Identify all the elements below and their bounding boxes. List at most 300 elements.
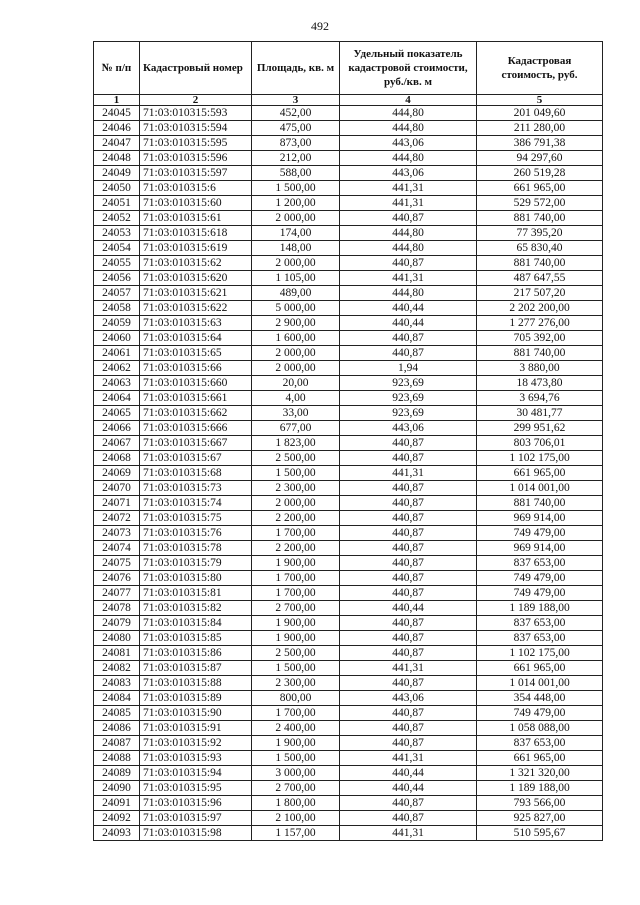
table-row bbox=[94, 751, 603, 766]
cadastral-number-cell: 71:03:010315:76 bbox=[140, 526, 252, 541]
header-rate: Удельный показатель кадастровой стоимости, руб./кв. м bbox=[340, 42, 477, 95]
cost-cell: 749 479,00 bbox=[477, 526, 603, 541]
row-number-cell: 24078 bbox=[94, 601, 140, 616]
rate-cell: 440,44 bbox=[340, 301, 477, 316]
table-row bbox=[94, 676, 603, 691]
cadastral-number-cell: 71:03:010315:94 bbox=[140, 766, 252, 781]
table-row bbox=[94, 376, 603, 391]
cadastral-number-cell: 71:03:010315:63 bbox=[140, 316, 252, 331]
row-number-cell: 24088 bbox=[94, 751, 140, 766]
table-row bbox=[94, 526, 603, 541]
rate-cell: 440,87 bbox=[340, 556, 477, 571]
cadastral-number-cell: 71:03:010315:62 bbox=[140, 256, 252, 271]
rate-cell: 440,44 bbox=[340, 781, 477, 796]
cost-cell: 837 653,00 bbox=[477, 556, 603, 571]
rate-cell: 444,80 bbox=[340, 241, 477, 256]
rate-cell: 440,87 bbox=[340, 511, 477, 526]
area-cell: 1 900,00 bbox=[252, 631, 340, 646]
rate-cell: 440,87 bbox=[340, 571, 477, 586]
table-row bbox=[94, 601, 603, 616]
rate-cell: 440,44 bbox=[340, 601, 477, 616]
rate-cell: 441,31 bbox=[340, 181, 477, 196]
cadastral-number-cell: 71:03:010315:61 bbox=[140, 211, 252, 226]
rate-cell: 443,06 bbox=[340, 691, 477, 706]
cadastral-number-cell: 71:03:010315:98 bbox=[140, 826, 252, 841]
column-number: 3 bbox=[252, 95, 340, 106]
area-cell: 2 000,00 bbox=[252, 496, 340, 511]
area-cell: 212,00 bbox=[252, 151, 340, 166]
rate-cell: 440,87 bbox=[340, 541, 477, 556]
cadastral-number-cell: 71:03:010315:620 bbox=[140, 271, 252, 286]
area-cell: 2 900,00 bbox=[252, 316, 340, 331]
area-cell: 1 900,00 bbox=[252, 556, 340, 571]
area-cell: 1 105,00 bbox=[252, 271, 340, 286]
table-row bbox=[94, 256, 603, 271]
rate-cell: 440,44 bbox=[340, 316, 477, 331]
header-num: № п/п bbox=[94, 42, 140, 95]
cost-cell: 1 321 320,00 bbox=[477, 766, 603, 781]
row-number-cell: 24080 bbox=[94, 631, 140, 646]
row-number-cell: 24072 bbox=[94, 511, 140, 526]
cadastral-number-cell: 71:03:010315:68 bbox=[140, 466, 252, 481]
cadastral-number-cell: 71:03:010315:594 bbox=[140, 121, 252, 136]
table-row bbox=[94, 181, 603, 196]
table-row bbox=[94, 121, 603, 136]
cost-cell: 1 014 001,00 bbox=[477, 481, 603, 496]
cadastral-number-cell: 71:03:010315:95 bbox=[140, 781, 252, 796]
table-row bbox=[94, 706, 603, 721]
cost-cell: 969 914,00 bbox=[477, 541, 603, 556]
cadastral-number-cell: 71:03:010315:73 bbox=[140, 481, 252, 496]
cadastral-number-cell: 71:03:010315:67 bbox=[140, 451, 252, 466]
row-number-cell: 24066 bbox=[94, 421, 140, 436]
row-number-cell: 24054 bbox=[94, 241, 140, 256]
table-row bbox=[94, 391, 603, 406]
table-row bbox=[94, 796, 603, 811]
table-row bbox=[94, 721, 603, 736]
rate-cell: 440,87 bbox=[340, 526, 477, 541]
cadastral-number-cell: 71:03:010315:87 bbox=[140, 661, 252, 676]
area-cell: 2 000,00 bbox=[252, 361, 340, 376]
table-row bbox=[94, 211, 603, 226]
area-cell: 33,00 bbox=[252, 406, 340, 421]
rate-cell: 441,31 bbox=[340, 661, 477, 676]
cost-cell: 1 014 001,00 bbox=[477, 676, 603, 691]
rate-cell: 1,94 bbox=[340, 361, 477, 376]
area-cell: 5 000,00 bbox=[252, 301, 340, 316]
area-cell: 1 700,00 bbox=[252, 586, 340, 601]
cost-cell: 3 694,76 bbox=[477, 391, 603, 406]
cost-cell: 881 740,00 bbox=[477, 211, 603, 226]
area-cell: 1 200,00 bbox=[252, 196, 340, 211]
table-row bbox=[94, 421, 603, 436]
page-number: 492 bbox=[311, 19, 329, 33]
row-number-cell: 24071 bbox=[94, 496, 140, 511]
area-cell: 1 700,00 bbox=[252, 706, 340, 721]
row-number-cell: 24067 bbox=[94, 436, 140, 451]
table-row bbox=[94, 811, 603, 826]
row-number-cell: 24084 bbox=[94, 691, 140, 706]
rate-cell: 440,87 bbox=[340, 451, 477, 466]
row-number-cell: 24060 bbox=[94, 331, 140, 346]
cadastral-number-cell: 71:03:010315:60 bbox=[140, 196, 252, 211]
area-cell: 1 823,00 bbox=[252, 436, 340, 451]
area-cell: 1 900,00 bbox=[252, 616, 340, 631]
rate-cell: 440,87 bbox=[340, 631, 477, 646]
row-number-cell: 24070 bbox=[94, 481, 140, 496]
cadastral-number-cell: 71:03:010315:85 bbox=[140, 631, 252, 646]
table-row bbox=[94, 631, 603, 646]
row-number-cell: 24085 bbox=[94, 706, 140, 721]
rate-cell: 440,87 bbox=[340, 586, 477, 601]
row-number-cell: 24048 bbox=[94, 151, 140, 166]
cost-cell: 1 102 175,00 bbox=[477, 646, 603, 661]
cost-cell: 1 189 188,00 bbox=[477, 781, 603, 796]
row-number-cell: 24081 bbox=[94, 646, 140, 661]
table-row bbox=[94, 496, 603, 511]
rate-cell: 441,31 bbox=[340, 196, 477, 211]
area-cell: 1 500,00 bbox=[252, 466, 340, 481]
row-number-cell: 24063 bbox=[94, 376, 140, 391]
cost-cell: 18 473,80 bbox=[477, 376, 603, 391]
cost-cell: 2 202 200,00 bbox=[477, 301, 603, 316]
area-cell: 20,00 bbox=[252, 376, 340, 391]
column-number: 1 bbox=[94, 95, 140, 106]
row-number-cell: 24087 bbox=[94, 736, 140, 751]
cadastral-table bbox=[93, 41, 603, 841]
row-number-cell: 24052 bbox=[94, 211, 140, 226]
cadastral-number-cell: 71:03:010315:662 bbox=[140, 406, 252, 421]
row-number-cell: 24077 bbox=[94, 586, 140, 601]
table-row bbox=[94, 511, 603, 526]
table-row bbox=[94, 691, 603, 706]
table-row bbox=[94, 661, 603, 676]
rate-cell: 440,87 bbox=[340, 481, 477, 496]
cost-cell: 793 566,00 bbox=[477, 796, 603, 811]
rate-cell: 441,31 bbox=[340, 826, 477, 841]
rate-cell: 444,80 bbox=[340, 106, 477, 121]
table-row bbox=[94, 481, 603, 496]
table-row bbox=[94, 106, 603, 121]
rate-cell: 440,87 bbox=[340, 616, 477, 631]
area-cell: 2 500,00 bbox=[252, 646, 340, 661]
table-row bbox=[94, 136, 603, 151]
cost-cell: 510 595,67 bbox=[477, 826, 603, 841]
area-cell: 489,00 bbox=[252, 286, 340, 301]
row-number-cell: 24045 bbox=[94, 106, 140, 121]
rate-cell: 444,80 bbox=[340, 121, 477, 136]
area-cell: 1 500,00 bbox=[252, 751, 340, 766]
area-cell: 2 200,00 bbox=[252, 541, 340, 556]
area-cell: 174,00 bbox=[252, 226, 340, 241]
table-row bbox=[94, 361, 603, 376]
table-row bbox=[94, 226, 603, 241]
cost-cell: 749 479,00 bbox=[477, 571, 603, 586]
area-cell: 452,00 bbox=[252, 106, 340, 121]
cadastral-number-cell: 71:03:010315:90 bbox=[140, 706, 252, 721]
row-number-cell: 24069 bbox=[94, 466, 140, 481]
header-area: Площадь, кв. м bbox=[252, 42, 340, 95]
cost-cell: 1 058 088,00 bbox=[477, 721, 603, 736]
table-row bbox=[94, 316, 603, 331]
cadastral-number-cell: 71:03:010315:75 bbox=[140, 511, 252, 526]
cost-cell: 661 965,00 bbox=[477, 661, 603, 676]
cadastral-number-cell: 71:03:010315:660 bbox=[140, 376, 252, 391]
cost-cell: 217 507,20 bbox=[477, 286, 603, 301]
area-cell: 1 900,00 bbox=[252, 736, 340, 751]
table-row bbox=[94, 346, 603, 361]
rate-cell: 444,80 bbox=[340, 226, 477, 241]
area-cell: 3 000,00 bbox=[252, 766, 340, 781]
row-number-cell: 24093 bbox=[94, 826, 140, 841]
column-number: 4 bbox=[340, 95, 477, 106]
cost-cell: 30 481,77 bbox=[477, 406, 603, 421]
cadastral-number-cell: 71:03:010315:597 bbox=[140, 166, 252, 181]
cost-cell: 705 392,00 bbox=[477, 331, 603, 346]
row-number-cell: 24061 bbox=[94, 346, 140, 361]
cost-cell: 3 880,00 bbox=[477, 361, 603, 376]
row-number-cell: 24073 bbox=[94, 526, 140, 541]
area-cell: 2 700,00 bbox=[252, 781, 340, 796]
area-cell: 148,00 bbox=[252, 241, 340, 256]
row-number-cell: 24075 bbox=[94, 556, 140, 571]
area-cell: 1 500,00 bbox=[252, 661, 340, 676]
area-cell: 2 500,00 bbox=[252, 451, 340, 466]
cadastral-number-cell: 71:03:010315:661 bbox=[140, 391, 252, 406]
cost-cell: 65 830,40 bbox=[477, 241, 603, 256]
rate-cell: 443,06 bbox=[340, 166, 477, 181]
rate-cell: 440,87 bbox=[340, 796, 477, 811]
column-number: 5 bbox=[477, 95, 603, 106]
row-number-cell: 24076 bbox=[94, 571, 140, 586]
rate-cell: 440,87 bbox=[340, 721, 477, 736]
area-cell: 2 300,00 bbox=[252, 481, 340, 496]
row-number-cell: 24057 bbox=[94, 286, 140, 301]
cadastral-number-cell: 71:03:010315:88 bbox=[140, 676, 252, 691]
rate-cell: 440,44 bbox=[340, 766, 477, 781]
table-row bbox=[94, 241, 603, 256]
cost-cell: 1 189 188,00 bbox=[477, 601, 603, 616]
area-cell: 2 000,00 bbox=[252, 346, 340, 361]
row-number-cell: 24086 bbox=[94, 721, 140, 736]
area-cell: 1 700,00 bbox=[252, 571, 340, 586]
column-number: 2 bbox=[140, 95, 252, 106]
table-row bbox=[94, 541, 603, 556]
row-number-cell: 24053 bbox=[94, 226, 140, 241]
table-row bbox=[94, 406, 603, 421]
row-number-cell: 24050 bbox=[94, 181, 140, 196]
rate-cell: 440,87 bbox=[340, 211, 477, 226]
table-row bbox=[94, 586, 603, 601]
cadastral-number-cell: 71:03:010315:78 bbox=[140, 541, 252, 556]
cost-cell: 299 951,62 bbox=[477, 421, 603, 436]
cadastral-number-cell: 71:03:010315:80 bbox=[140, 571, 252, 586]
table-row bbox=[94, 616, 603, 631]
rate-cell: 441,31 bbox=[340, 466, 477, 481]
rate-cell: 440,87 bbox=[340, 646, 477, 661]
cost-cell: 1 102 175,00 bbox=[477, 451, 603, 466]
table-row bbox=[94, 766, 603, 781]
row-number-cell: 24079 bbox=[94, 616, 140, 631]
rate-cell: 440,87 bbox=[340, 736, 477, 751]
cost-cell: 749 479,00 bbox=[477, 586, 603, 601]
table-row bbox=[94, 301, 603, 316]
area-cell: 2 100,00 bbox=[252, 811, 340, 826]
row-number-cell: 24092 bbox=[94, 811, 140, 826]
rate-cell: 441,31 bbox=[340, 271, 477, 286]
table-row bbox=[94, 781, 603, 796]
cost-cell: 661 965,00 bbox=[477, 466, 603, 481]
rate-cell: 440,87 bbox=[340, 331, 477, 346]
cost-cell: 211 280,00 bbox=[477, 121, 603, 136]
cadastral-number-cell: 71:03:010315:666 bbox=[140, 421, 252, 436]
rate-cell: 923,69 bbox=[340, 376, 477, 391]
area-cell: 1 600,00 bbox=[252, 331, 340, 346]
cost-cell: 881 740,00 bbox=[477, 496, 603, 511]
table-row bbox=[94, 826, 603, 841]
rate-cell: 923,69 bbox=[340, 391, 477, 406]
cost-cell: 881 740,00 bbox=[477, 256, 603, 271]
cadastral-number-cell: 71:03:010315:595 bbox=[140, 136, 252, 151]
cadastral-number-cell: 71:03:010315:79 bbox=[140, 556, 252, 571]
area-cell: 800,00 bbox=[252, 691, 340, 706]
row-number-cell: 24064 bbox=[94, 391, 140, 406]
row-number-cell: 24090 bbox=[94, 781, 140, 796]
area-cell: 588,00 bbox=[252, 166, 340, 181]
rate-cell: 440,87 bbox=[340, 256, 477, 271]
table-row bbox=[94, 646, 603, 661]
cadastral-number-cell: 71:03:010315:84 bbox=[140, 616, 252, 631]
area-cell: 677,00 bbox=[252, 421, 340, 436]
cadastral-number-cell: 71:03:010315:82 bbox=[140, 601, 252, 616]
area-cell: 4,00 bbox=[252, 391, 340, 406]
table-row bbox=[94, 166, 603, 181]
area-cell: 873,00 bbox=[252, 136, 340, 151]
cost-cell: 201 049,60 bbox=[477, 106, 603, 121]
row-number-cell: 24046 bbox=[94, 121, 140, 136]
rate-cell: 440,87 bbox=[340, 706, 477, 721]
table-row bbox=[94, 196, 603, 211]
table-row bbox=[94, 556, 603, 571]
cost-cell: 386 791,38 bbox=[477, 136, 603, 151]
area-cell: 2 700,00 bbox=[252, 601, 340, 616]
cadastral-number-cell: 71:03:010315:596 bbox=[140, 151, 252, 166]
area-cell: 1 500,00 bbox=[252, 181, 340, 196]
cadastral-number-cell: 71:03:010315:622 bbox=[140, 301, 252, 316]
area-cell: 1 157,00 bbox=[252, 826, 340, 841]
row-number-cell: 24055 bbox=[94, 256, 140, 271]
header-cadastral-number: Кадастровый номер bbox=[140, 42, 252, 95]
cost-cell: 969 914,00 bbox=[477, 511, 603, 526]
cadastral-number-cell: 71:03:010315:74 bbox=[140, 496, 252, 511]
cadastral-number-cell: 71:03:010315:97 bbox=[140, 811, 252, 826]
header-cost: Кадастровая стоимость, руб. bbox=[477, 42, 603, 95]
cadastral-number-cell: 71:03:010315:667 bbox=[140, 436, 252, 451]
rate-cell: 444,80 bbox=[340, 151, 477, 166]
table-row bbox=[94, 466, 603, 481]
row-number-cell: 24062 bbox=[94, 361, 140, 376]
area-cell: 2 000,00 bbox=[252, 256, 340, 271]
rate-cell: 441,31 bbox=[340, 751, 477, 766]
area-cell: 2 300,00 bbox=[252, 676, 340, 691]
cadastral-number-cell: 71:03:010315:619 bbox=[140, 241, 252, 256]
cost-cell: 260 519,28 bbox=[477, 166, 603, 181]
header-row bbox=[94, 42, 603, 95]
cost-cell: 529 572,00 bbox=[477, 196, 603, 211]
cost-cell: 661 965,00 bbox=[477, 751, 603, 766]
rate-cell: 443,06 bbox=[340, 136, 477, 151]
area-cell: 2 000,00 bbox=[252, 211, 340, 226]
rate-cell: 440,87 bbox=[340, 676, 477, 691]
rate-cell: 443,06 bbox=[340, 421, 477, 436]
row-number-cell: 24065 bbox=[94, 406, 140, 421]
cost-cell: 1 277 276,00 bbox=[477, 316, 603, 331]
table-row bbox=[94, 736, 603, 751]
row-number-cell: 24049 bbox=[94, 166, 140, 181]
cadastral-number-cell: 71:03:010315:81 bbox=[140, 586, 252, 601]
table-row bbox=[94, 151, 603, 166]
column-numbers-row bbox=[94, 95, 603, 106]
cadastral-number-cell: 71:03:010315:6 bbox=[140, 181, 252, 196]
cost-cell: 837 653,00 bbox=[477, 736, 603, 751]
cost-cell: 487 647,55 bbox=[477, 271, 603, 286]
cost-cell: 803 706,01 bbox=[477, 436, 603, 451]
row-number-cell: 24074 bbox=[94, 541, 140, 556]
row-number-cell: 24091 bbox=[94, 796, 140, 811]
cadastral-number-cell: 71:03:010315:66 bbox=[140, 361, 252, 376]
rate-cell: 440,87 bbox=[340, 436, 477, 451]
area-cell: 2 200,00 bbox=[252, 511, 340, 526]
table-row bbox=[94, 286, 603, 301]
cost-cell: 837 653,00 bbox=[477, 631, 603, 646]
cost-cell: 749 479,00 bbox=[477, 706, 603, 721]
row-number-cell: 24047 bbox=[94, 136, 140, 151]
rate-cell: 440,87 bbox=[340, 811, 477, 826]
table-row bbox=[94, 331, 603, 346]
table-row bbox=[94, 436, 603, 451]
table-row bbox=[94, 451, 603, 466]
table-row bbox=[94, 571, 603, 586]
cadastral-number-cell: 71:03:010315:593 bbox=[140, 106, 252, 121]
cost-cell: 94 297,60 bbox=[477, 151, 603, 166]
row-number-cell: 24059 bbox=[94, 316, 140, 331]
cadastral-number-cell: 71:03:010315:93 bbox=[140, 751, 252, 766]
rate-cell: 440,87 bbox=[340, 496, 477, 511]
area-cell: 1 700,00 bbox=[252, 526, 340, 541]
cadastral-number-cell: 71:03:010315:96 bbox=[140, 796, 252, 811]
row-number-cell: 24083 bbox=[94, 676, 140, 691]
row-number-cell: 24058 bbox=[94, 301, 140, 316]
cadastral-number-cell: 71:03:010315:64 bbox=[140, 331, 252, 346]
cost-cell: 925 827,00 bbox=[477, 811, 603, 826]
cadastral-number-cell: 71:03:010315:86 bbox=[140, 646, 252, 661]
cost-cell: 354 448,00 bbox=[477, 691, 603, 706]
area-cell: 475,00 bbox=[252, 121, 340, 136]
row-number-cell: 24068 bbox=[94, 451, 140, 466]
cadastral-number-cell: 71:03:010315:89 bbox=[140, 691, 252, 706]
row-number-cell: 24089 bbox=[94, 766, 140, 781]
table-row bbox=[94, 271, 603, 286]
row-number-cell: 24051 bbox=[94, 196, 140, 211]
cost-cell: 661 965,00 bbox=[477, 181, 603, 196]
cadastral-number-cell: 71:03:010315:621 bbox=[140, 286, 252, 301]
cadastral-number-cell: 71:03:010315:91 bbox=[140, 721, 252, 736]
area-cell: 1 800,00 bbox=[252, 796, 340, 811]
row-number-cell: 24056 bbox=[94, 271, 140, 286]
rate-cell: 444,80 bbox=[340, 286, 477, 301]
cost-cell: 77 395,20 bbox=[477, 226, 603, 241]
row-number-cell: 24082 bbox=[94, 661, 140, 676]
